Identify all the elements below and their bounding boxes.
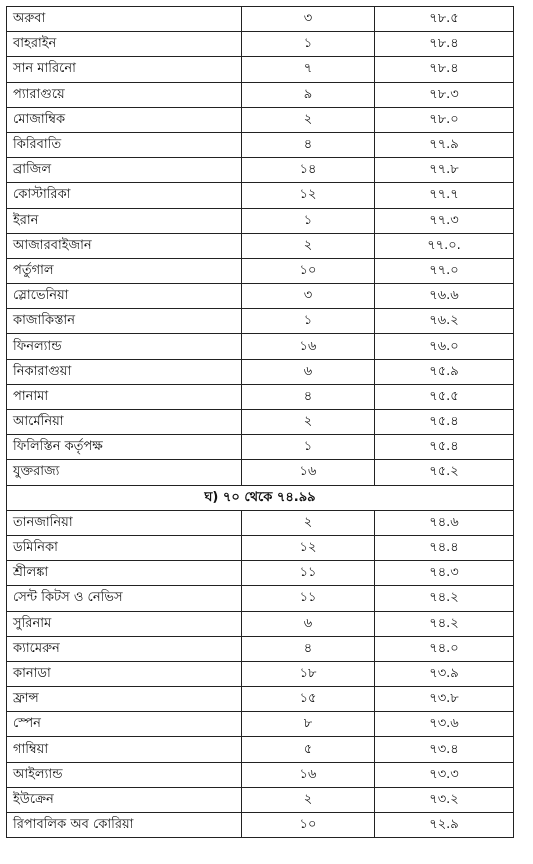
table-row [7,435,514,460]
country-name-cell: রিপাবলিক অব কোরিয়া [7,813,242,838]
table-row [7,82,514,107]
document-page [6,6,514,838]
value-cell: ৭৪.৬ [375,510,514,535]
country-name-cell: আইল্যান্ড [7,762,242,787]
table-row [7,410,514,435]
count-cell: ২ [242,233,375,258]
count-cell: ৬ [242,359,375,384]
table-row [7,183,514,208]
value-cell: ৭৮.৩ [375,82,514,107]
country-name-cell: পানামা [7,384,242,409]
country-name-cell: ব্রাজিল [7,158,242,183]
count-cell: ৪ [242,384,375,409]
country-name-cell: ইউক্রেন [7,787,242,812]
country-name-cell: ডমিনিকা [7,535,242,560]
count-cell: ৯ [242,82,375,107]
table-row [7,535,514,560]
country-name-cell: স্পেন [7,712,242,737]
count-cell: ১ [242,208,375,233]
value-cell: ৭৩.২ [375,787,514,812]
value-cell: ৭৭.৮ [375,158,514,183]
table-row [7,561,514,586]
value-cell: ৭৮.৪ [375,32,514,57]
count-cell: ৩ [242,7,375,32]
table-row [7,334,514,359]
country-name-cell: মোজাম্বিক [7,107,242,132]
table-row [7,158,514,183]
table-row [7,787,514,812]
count-cell: ১১ [242,586,375,611]
table-row [7,7,514,32]
count-cell: ১৬ [242,460,375,485]
country-name-cell: কাজাকিস্তান [7,309,242,334]
value-cell: ৭৩.৬ [375,712,514,737]
value-cell: ৭৩.৪ [375,737,514,762]
count-cell: ৩ [242,284,375,309]
table-row [7,107,514,132]
count-cell: ১২ [242,535,375,560]
count-cell: ১৮ [242,661,375,686]
section-heading: ঘ) ৭০ থেকে ৭৪.৯৯ [7,485,514,510]
value-cell: ৭৩.৩ [375,762,514,787]
count-cell: ১১ [242,561,375,586]
table-row [7,284,514,309]
value-cell: ৭৫.৯ [375,359,514,384]
count-cell: ৫ [242,737,375,762]
value-cell: ৭৪.২ [375,611,514,636]
section-heading-row [7,485,514,510]
country-name-cell: ইরান [7,208,242,233]
count-cell: ১ [242,309,375,334]
value-cell: ৭৫.২ [375,460,514,485]
table-row [7,460,514,485]
country-table [6,6,514,838]
country-name-cell: ফিনল্যান্ড [7,334,242,359]
count-cell: ২ [242,787,375,812]
table-row [7,233,514,258]
table-row [7,712,514,737]
count-cell: ১০ [242,258,375,283]
count-cell: ৭ [242,57,375,82]
country-name-cell: সেন্ট কিটস ও নেভিস [7,586,242,611]
count-cell: ১ [242,435,375,460]
table-row [7,359,514,384]
count-cell: ৪ [242,636,375,661]
value-cell: ৭৪.০ [375,636,514,661]
count-cell: ৬ [242,611,375,636]
country-name-cell: নিকারাগুয়া [7,359,242,384]
count-cell: ২ [242,410,375,435]
table-row [7,208,514,233]
value-cell: ৭৭.৩ [375,208,514,233]
count-cell: ৪ [242,132,375,157]
count-cell: ১৪ [242,158,375,183]
count-cell: ১৬ [242,762,375,787]
country-name-cell: গাম্বিয়া [7,737,242,762]
country-name-cell: সুরিনাম [7,611,242,636]
country-name-cell: ফ্রান্স [7,687,242,712]
value-cell: ৭৭.০. [375,233,514,258]
table-row [7,762,514,787]
table-body [7,7,514,838]
country-name-cell: যুক্তরাজ্য [7,460,242,485]
value-cell: ৭৮.৫ [375,7,514,32]
country-name-cell: বাহরাইন [7,32,242,57]
count-cell: ১৫ [242,687,375,712]
country-name-cell: আর্মেনিয়া [7,410,242,435]
table-row [7,258,514,283]
table-row [7,687,514,712]
table-row [7,510,514,535]
value-cell: ৭৩.৯ [375,661,514,686]
table-row [7,384,514,409]
value-cell: ৭৩.৮ [375,687,514,712]
value-cell: ৭৬.২ [375,309,514,334]
value-cell: ৭৫.৪ [375,410,514,435]
table-row [7,661,514,686]
value-cell: ৭৫.৫ [375,384,514,409]
count-cell: ২ [242,510,375,535]
count-cell: ১০ [242,813,375,838]
table-row [7,611,514,636]
value-cell: ৭৭.৭ [375,183,514,208]
country-name-cell: কানাডা [7,661,242,686]
country-name-cell: অরুবা [7,7,242,32]
country-name-cell: তানজানিয়া [7,510,242,535]
value-cell: ৭৪.২ [375,586,514,611]
value-cell: ৭৭.০ [375,258,514,283]
count-cell: ২ [242,107,375,132]
country-name-cell: আজারবাইজান [7,233,242,258]
table-row [7,586,514,611]
value-cell: ৭৪.৩ [375,561,514,586]
value-cell: ৭৪.৪ [375,535,514,560]
value-cell: ৭৬.০ [375,334,514,359]
country-name-cell: প্যারাগুয়ে [7,82,242,107]
table-row [7,309,514,334]
country-name-cell: ফিলিস্তিন কর্তৃপক্ষ [7,435,242,460]
table-row [7,32,514,57]
table-row [7,57,514,82]
count-cell: ১৬ [242,334,375,359]
value-cell: ৭৭.৯ [375,132,514,157]
country-name-cell: কিরিবাতি [7,132,242,157]
table-row [7,813,514,838]
country-name-cell: পর্তুগাল [7,258,242,283]
country-name-cell: স্লোভেনিয়া [7,284,242,309]
table-row [7,132,514,157]
country-name-cell: ক্যামেরুন [7,636,242,661]
country-name-cell: শ্রীলঙ্কা [7,561,242,586]
count-cell: ৮ [242,712,375,737]
value-cell: ৭৫.৪ [375,435,514,460]
count-cell: ১২ [242,183,375,208]
value-cell: ৭৮.০ [375,107,514,132]
table-row [7,636,514,661]
value-cell: ৭৮.৪ [375,57,514,82]
value-cell: ৭৬.৬ [375,284,514,309]
country-name-cell: কোস্টারিকা [7,183,242,208]
value-cell: ৭২.৯ [375,813,514,838]
table-row [7,737,514,762]
country-name-cell: সান মারিনো [7,57,242,82]
count-cell: ১ [242,32,375,57]
